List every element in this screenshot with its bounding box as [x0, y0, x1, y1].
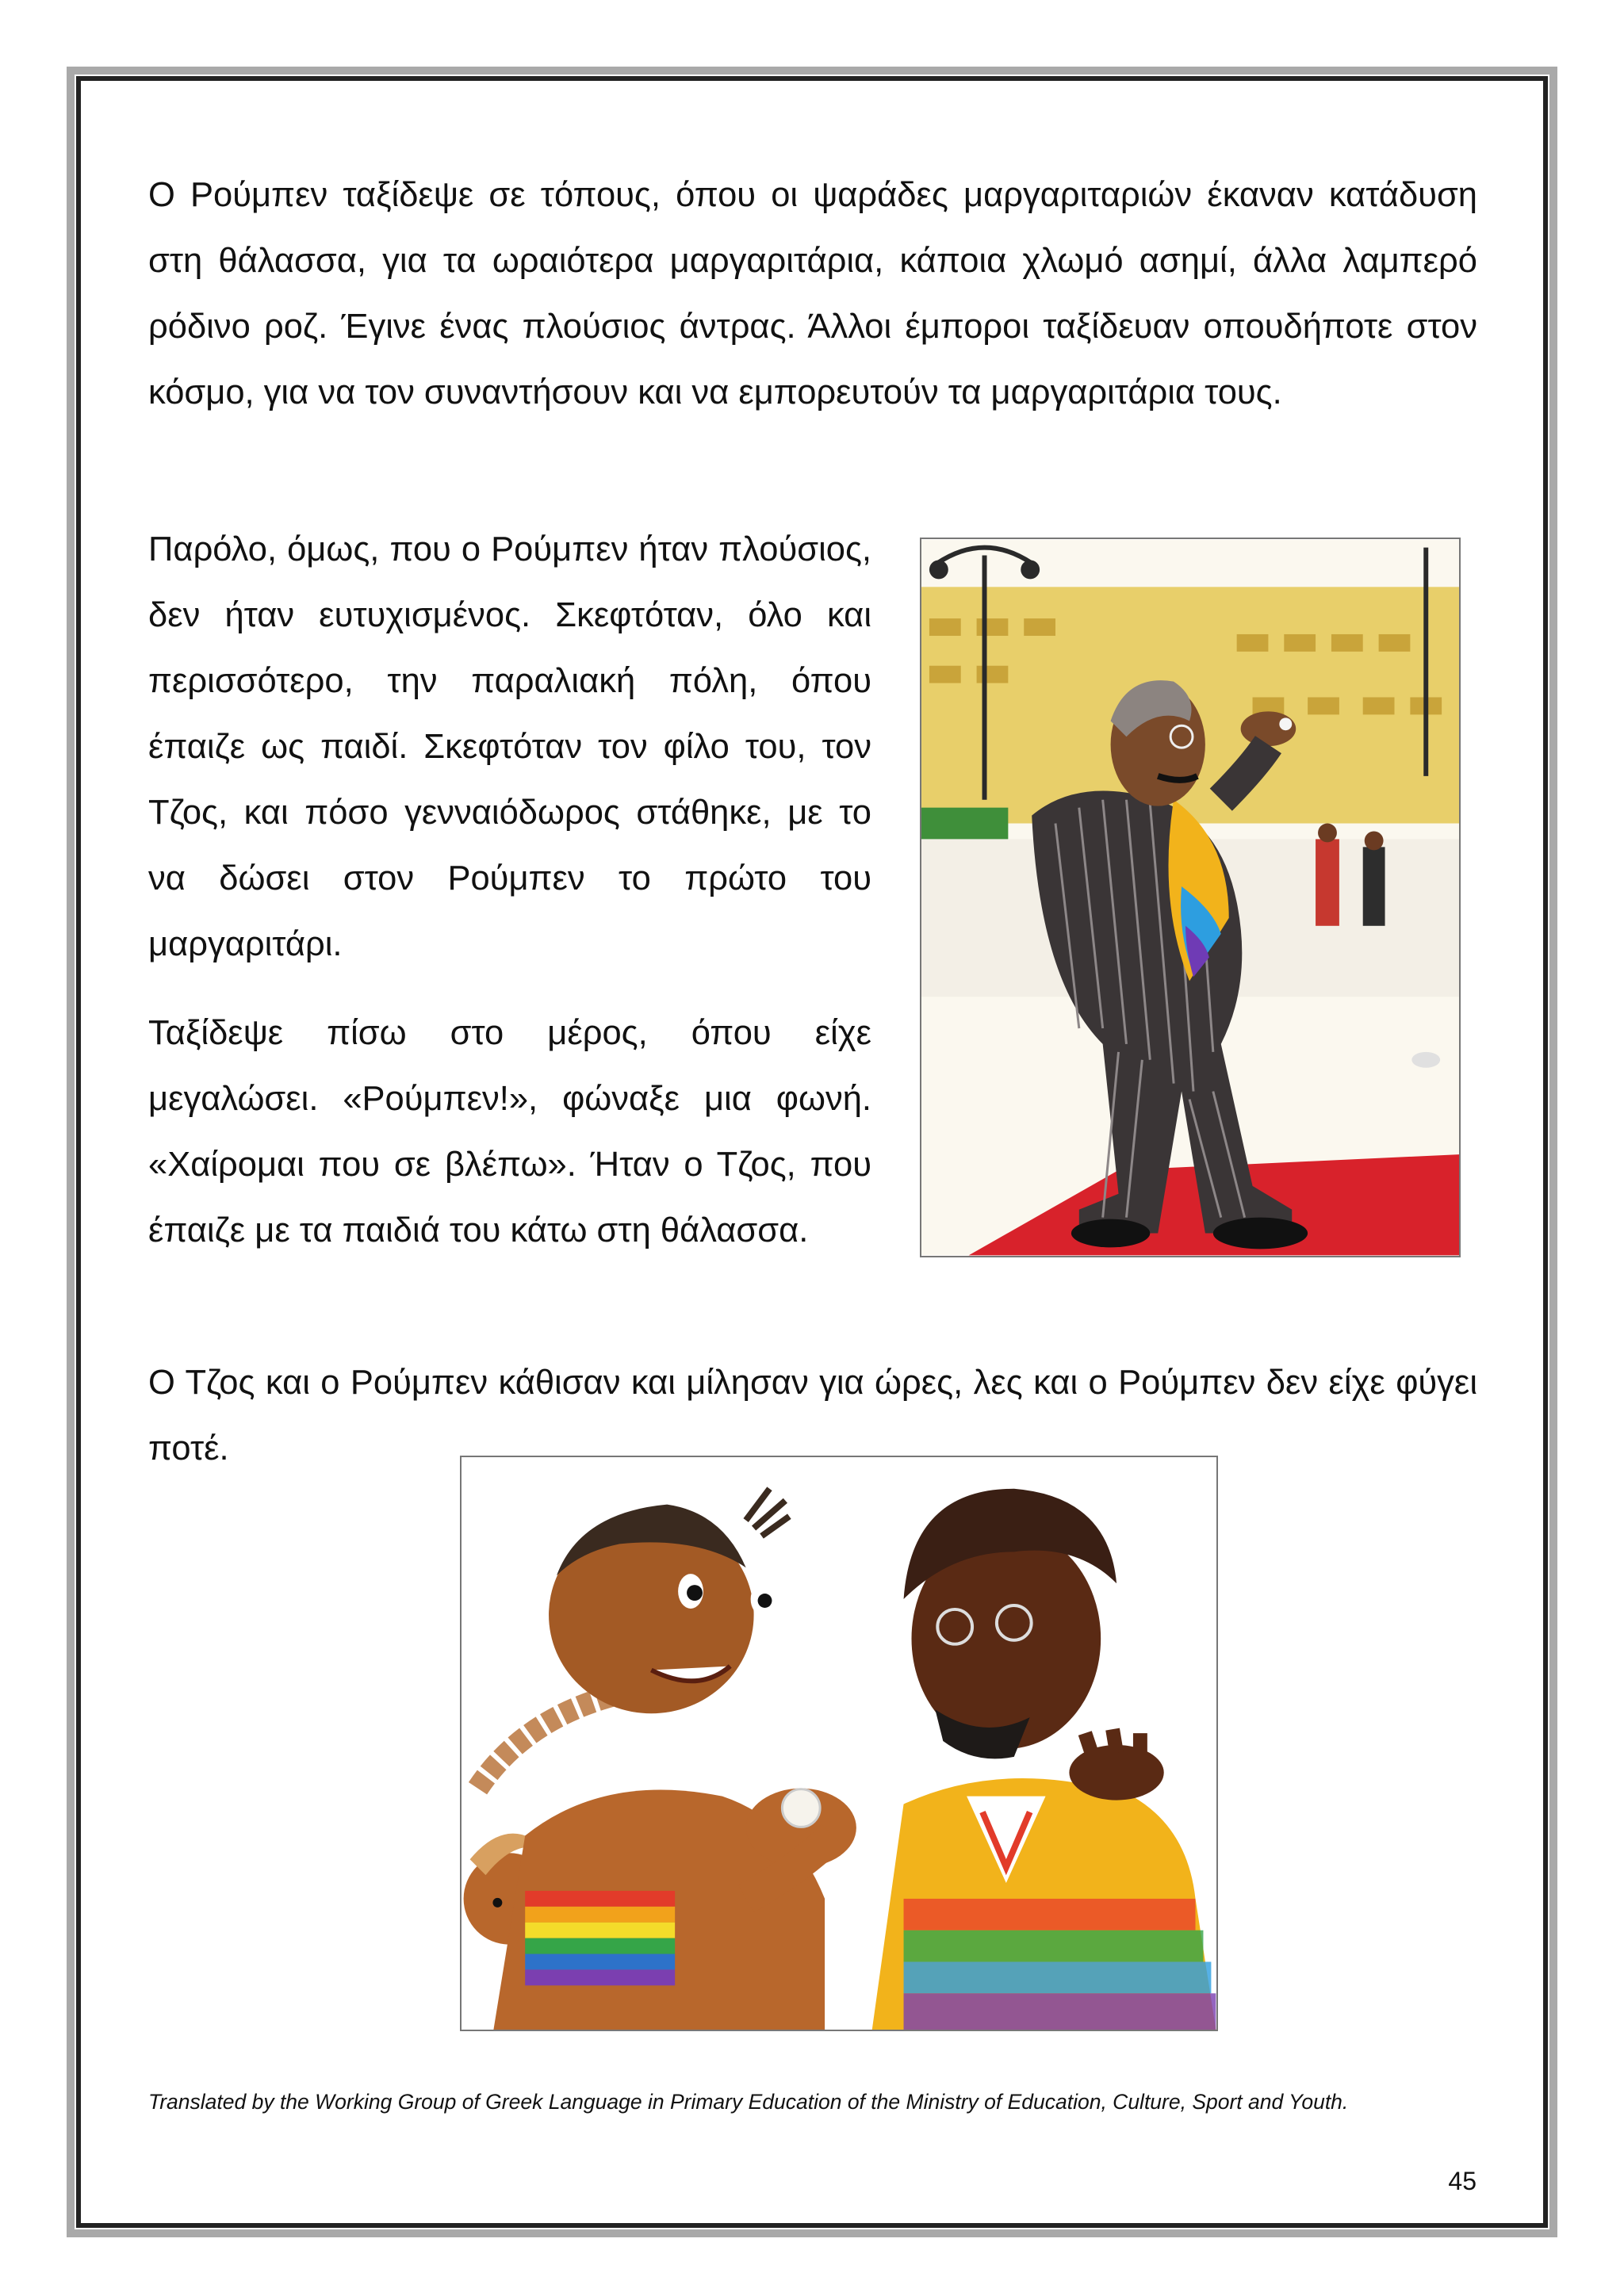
page-number: 45: [1448, 2167, 1477, 2195]
translation-credit: Translated by the Working Group of Greek Language in Primary Education of the Ministry of Education, Culture, Sport and Youth.: [148, 2090, 1349, 2114]
illustration-jos-and-ruben: [460, 1456, 1218, 2031]
paragraph-2: Παρόλο, όμως, που ο Ρούμπεν ήταν πλούσιος, δεν ήταν ευτυχισμένος. Σκεφτόταν, όλο και περισσότερο, την παραλιακή πόλη, όπου έπαιζε ως παιδί. Σκεφτόταν τον φίλο του, τον Τζος, και πόσο γενναιόδωρος στάθηκε, με το να δώσει στον Ρούμπεν το πρώτο του μαργαριτάρι.: [148, 530, 871, 963]
paragraph-4: Ο Τζος και ο Ρούμπεν κάθισαν και μίλησαν για ώρες, λες και ο Ρούμπεν δεν είχε φύγει ποτέ.: [148, 1364, 1477, 1468]
paragraph-1: Ο Ρούμπεν ταξίδεψε σε τόπους, όπου οι ψαράδες μαργαριταριών έκαναν κατάδυση στη θάλασσα, για τα ωραιότερα μαργαριτάρια, κάποια χλωμό ασημί, άλλα λαμπερό ρόδινο ροζ. Έγινε ένας πλούσιος άντρας. Άλλοι έμποροι ταξίδευαν οπουδήποτε στον κόσμο, για να τον συναντήσουν και να εμπορευτούν τα μαργαριτάρια τους.: [148, 176, 1477, 411]
paragraph-3: Ταξίδεψε πίσω στο μέρος, όπου είχε μεγαλώσει. «Ρούμπεν!», φώναξε μια φωνή. «Χαίρομαι που σε βλέπω». Ήταν ο Τζος, που έπαιζε με τα παιδιά του κάτω στη θάλασσα.: [148, 1014, 871, 1249]
illustration-rich-man: [920, 538, 1461, 1257]
